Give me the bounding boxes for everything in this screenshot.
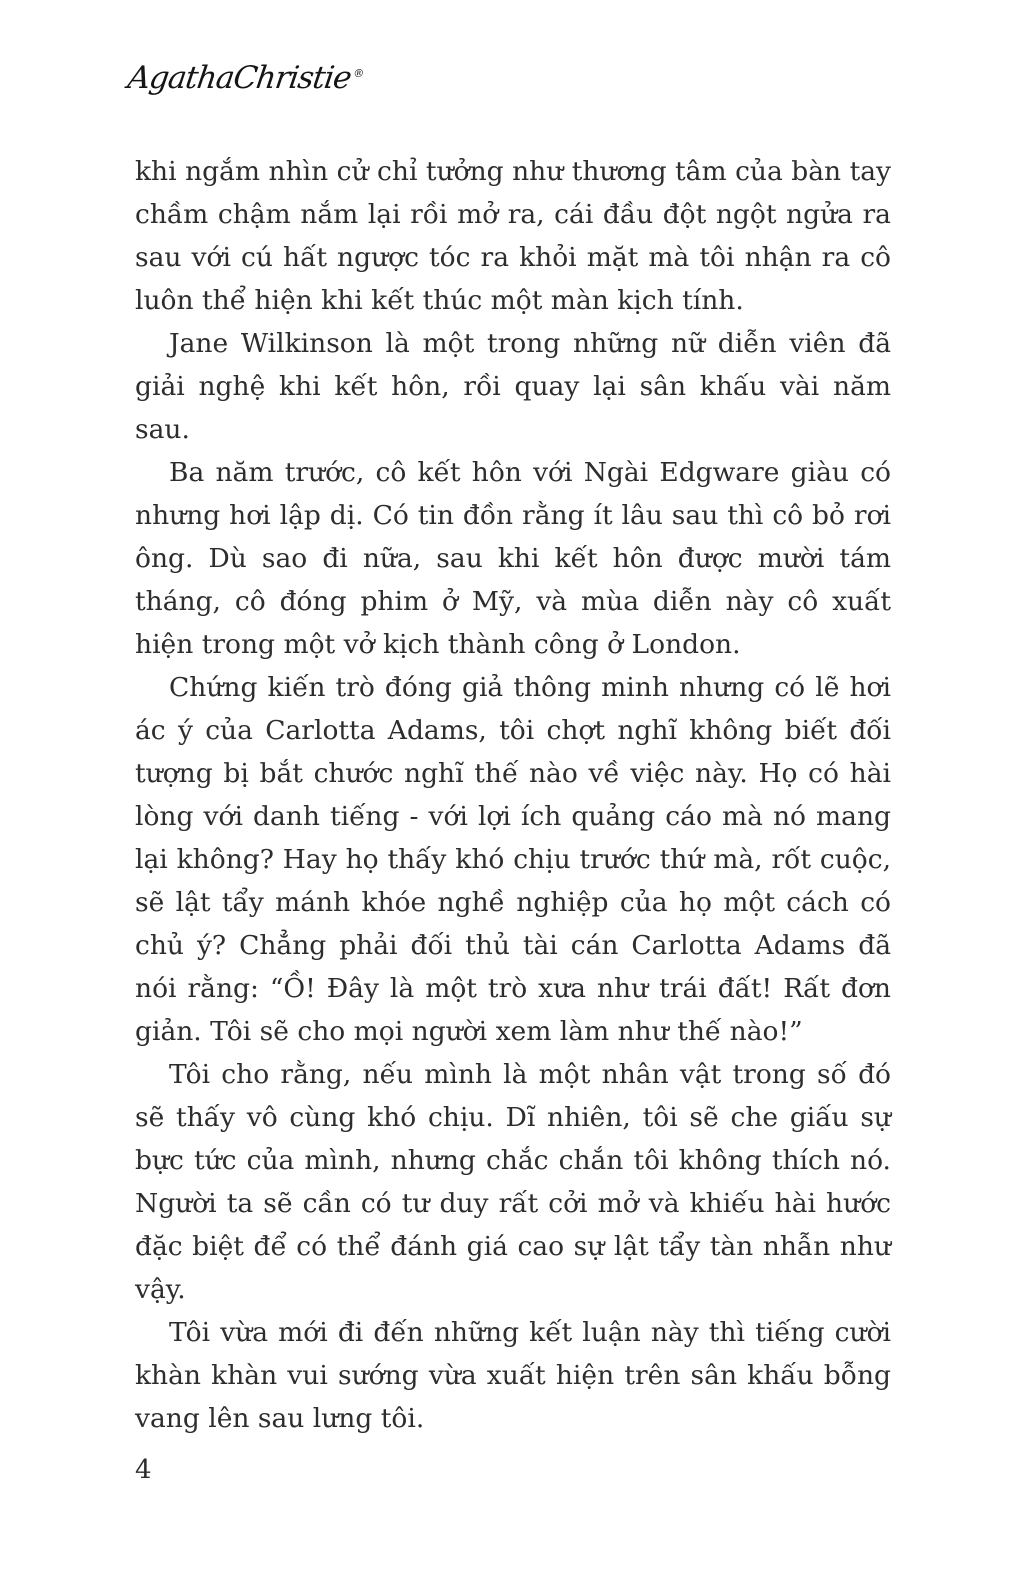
registered-trademark-icon: ® [352, 66, 366, 80]
logo-text: AgathaChristie [125, 60, 354, 96]
paragraph: Tôi cho rằng, nếu mình là một nhân vật trong số đó sẽ thấy vô cùng khó chịu. Dĩ nhiên, tôi sẽ che giấu sự bực tức của mình, nhưng chắc chắn tôi không thích nó. Người ta sẽ cần có tư duy rất cởi mở và khiếu hài hước đặc biệt để có thể đánh giá cao sự lật tẩy tàn nhẫn như vậy. [135, 1059, 891, 1305]
paragraph: khi ngắm nhìn cử chỉ tưởng như thương tâm của bàn tay chầm chậm nắm lại rồi mở ra, cái đầu đột ngột ngửa ra sau với cú hất ngược tóc ra khỏi mặt mà tôi nhận ra cô luôn thể hiện khi kết thúc một màn kịch tính. [135, 156, 891, 316]
paragraph: Jane Wilkinson là một trong những nữ diễn viên đã giải nghệ khi kết hôn, rồi quay lại sân khấu vài năm sau. [135, 328, 891, 445]
paragraph: Tôi vừa mới đi đến những kết luận này thì tiếng cười khàn khàn vui sướng vừa xuất hiện trên sân khấu bỗng vang lên sau lưng tôi. [135, 1317, 891, 1434]
agatha-christie-logo [125, 60, 366, 96]
paragraph: Ba năm trước, cô kết hôn với Ngài Edgware giàu có nhưng hơi lập dị. Có tin đồn rằng ít lâu sau thì cô bỏ rơi ông. Dù sao đi nữa, sau khi kết hôn được mười tám tháng, cô đóng phim ở Mỹ, và mùa diễn này cô xuất hiện trong một vở kịch thành công ở London. [135, 457, 891, 660]
page-text-block [135, 150, 891, 1440]
page-number: 4 [135, 1455, 152, 1485]
paragraph: Chứng kiến trò đóng giả thông minh nhưng có lẽ hơi ác ý của Carlotta Adams, tôi chợt nghĩ không biết đối tượng bị bắt chước nghĩ thế nào về việc này. Họ có hài lòng với danh tiếng - với lợi ích quảng cáo mà nó mang lại không? Hay họ thấy khó chịu trước thứ mà, rốt cuộc, sẽ lật tẩy mánh khóe nghề nghiệp của họ một cách có chủ ý? Chẳng phải đối thủ tài cán Carlotta Adams đã nói rằng: “Ồ! Đây là một trò xưa như trái đất! Rất đơn giản. Tôi sẽ cho mọi người xem làm như thế nào!” [135, 672, 891, 1047]
